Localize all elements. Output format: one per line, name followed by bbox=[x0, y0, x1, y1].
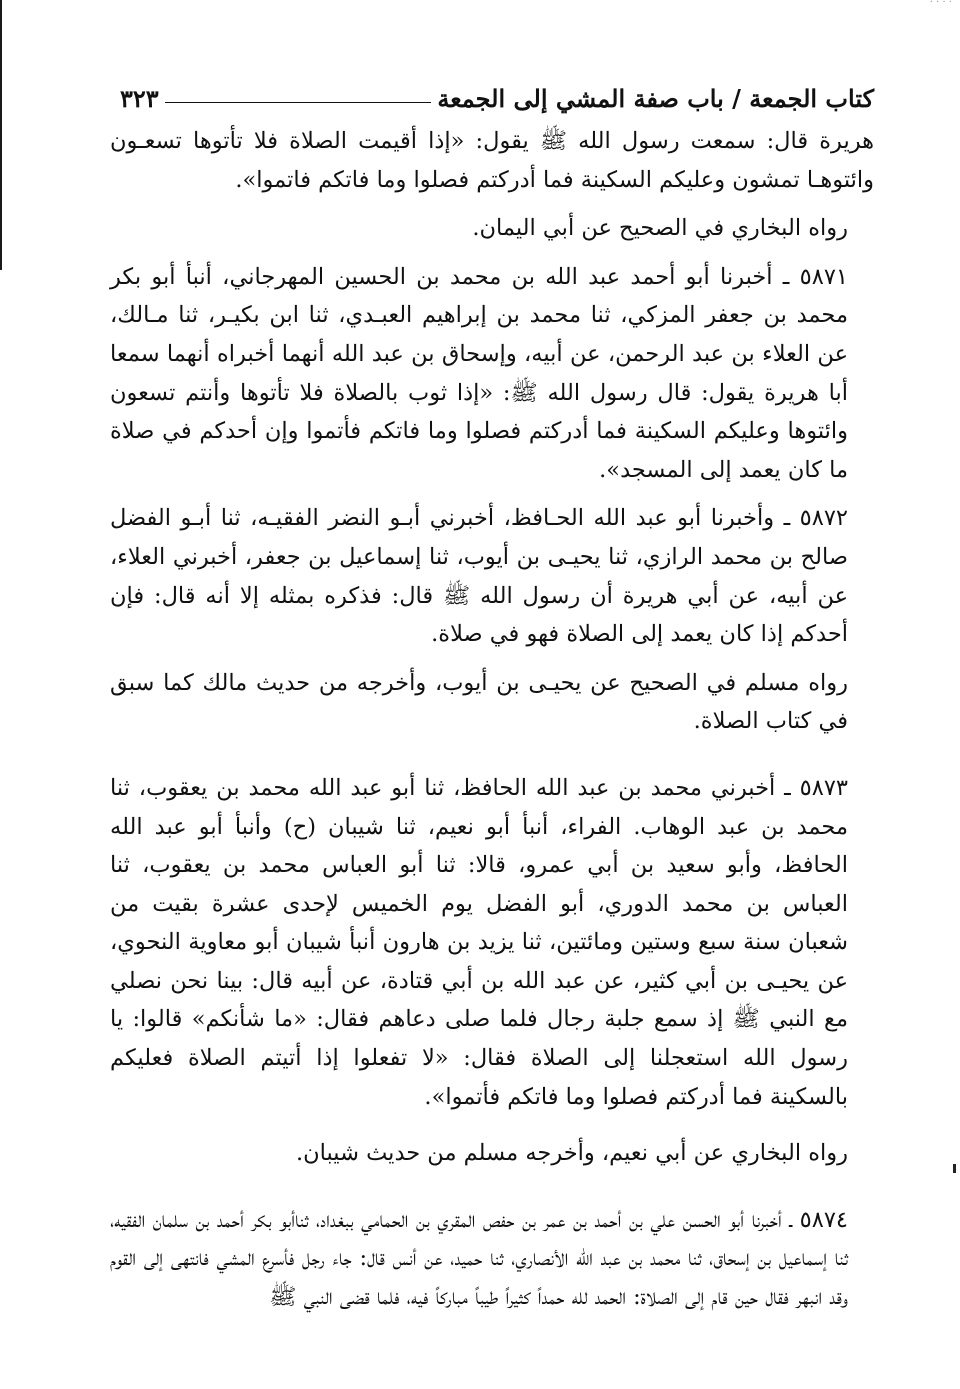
paragraph-attribution: رواه البخاري عن أبي نعيم، وأخرجه مسلم من حديث شيبان. bbox=[295, 1140, 848, 1167]
hadith-5872: ٥٨٧٢ ـ وأخبرنا أبو عبد الله الحـافظ، أخبرني أبـو النضر الفقيـه، ثنا أبـو الفضل صالح بن محمد الرازي، ثنا يحيـى بن أيوب، ثنا إسماعيل بن جعفر، أخبرني العلاء، عن أبيه، عن أبي هريرة أن رسول الله ﷺ قال: فذكره بمثله إلا أنه قال: فإن أحدكم إذا كان يعمد إلى الصلاة فهو في صلاة. bbox=[110, 505, 848, 648]
hadith-5871: ٥٨٧١ ـ أخبرنا أبو أحمد عبد الله بن محمد بن الحسين المهرجاني، أنبأ أبو بكر محمد بن جعفر المزكي، ثنا محمد بن إبراهيم العبـدي، ثنا ابن بكيـر، ثنا مـالك، عن العلاء بن عبد الرحمن، عن أبيه، وإسحاق بن عبد الله أنهما أخبراه أنهما سمعا أبا هريرة يقول: قال رسول الله ﷺ: «إذا ثوب بالصلاة فلا تأتوها وأنتم تسعون وائتوها وعليكم السكينة فما أدركتم فصلوا وما فاتكم فأتموا وإن أحدكم في صلاة ما كان يعمد إلى المسجد». bbox=[110, 263, 848, 483]
hadith-5873: ٥٨٧٣ ـ أخبرني محمد بن عبد الله الحافظ، ثنا أبو عبد الله محمد بن يعقوب، ثنا محمد بن عبد الوهاب. الفراء، أنبأ أبو نعيم، ثنا شيبان (ح) وأنبأ أبو عبد الله الحافظ، وأبو سعيد بن أبي عمرو، قالا: ثنا أبو العباس محمد بن يعقوب، ثنا العباس بن محمد الدوري، أبو الفضل يوم الخميس لإحدى عشرة بقيت من شعبان سنة سبع وستين ومائتين، ثنا يزيد بن هارون أنبأ شيبان أبو معاوية النحوي، عن يحيـى بن أبي كثير، عن عبد الله بن أبي قتادة، عن أبيه قال: بينا نحن نصلي مع النبي ﷺ إذ سمع جلبة رجال فلما صلى دعاهم فقال: «ما شأنكم» قالوا: يا رسول الله استعجلنا إلى الصلاة فقال: «لا تفعلوا إذا أتيتم الصلاة فعليكم بالسكينة فما أدركتم فصلوا وما فاتكم فأتموا». bbox=[110, 774, 848, 1110]
page-number: ٣٢٣ bbox=[120, 83, 159, 113]
running-header bbox=[120, 78, 874, 118]
header-title: كتاب الجمعة / باب صفة المشي إلى الجمعة bbox=[437, 83, 874, 113]
header-rule bbox=[165, 102, 432, 103]
paragraph-attribution: رواه البخاري في الصحيح عن أبي اليمان. bbox=[472, 215, 848, 242]
page-body bbox=[110, 122, 874, 1317]
scan-left-edge bbox=[0, 0, 2, 270]
margin-mark bbox=[953, 1164, 956, 1173]
scan-edge-marks: · · · · bbox=[929, 0, 952, 8]
paragraph-continuation: هريرة قال: سمعت رسول الله ﷺ يقول: «إذا أقيمت الصلاة فلا تأتوها تسعـون وائتوهـا تمشون وعليكم السكينة فما أدركتم فصلوا وما فاتكم فاتموا». bbox=[110, 128, 874, 193]
paragraph-attribution: رواه مسلم في الصحيح عن يحيـى بن أيوب، وأخرجه من حديث مالك كما سبق في كتاب الصلاة. bbox=[110, 669, 848, 735]
hadith-5874: ٥٨٧٤ ـ أخبرنا أبو الحسن علي بن أحمد بن عمر بن حفص المقري بن الحمامي ببغداد، ثناأبو بكر أحمد بن سلمان الفقيه، ثنا إسماعيل بن إسحاق، ثنا محمد بن عبد الله الأنصاري، ثنا حميد، عن أنس قال: جاء رجل فأسرع المشي فانتهى إلى القوم وقد انبهر فقال حين قام إلى الصلاة: الحمد لله حمداً كثيراً طيباً مباركاً فيه، فلما قضى النبي ﷺ bbox=[110, 1206, 848, 1311]
